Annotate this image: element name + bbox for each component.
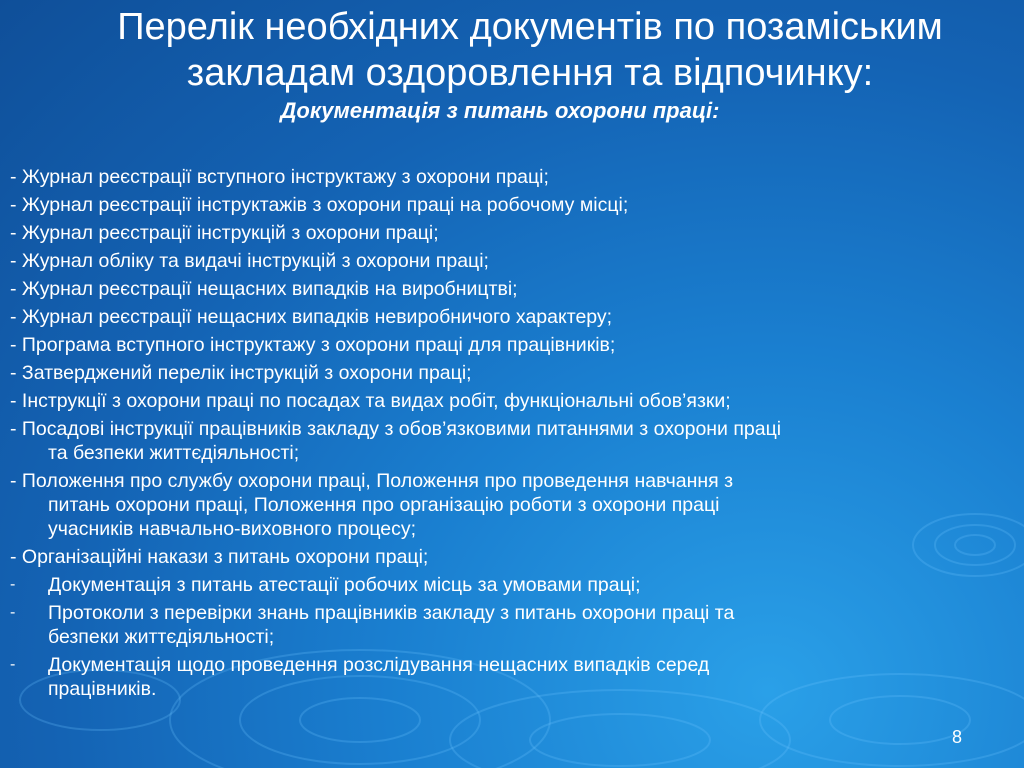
list-item-wrapped <box>10 469 1000 541</box>
bullet-text: Протоколи з перевірки знань працівників закладу з питань охорони праці та <box>48 602 735 624</box>
bullet-marker: - <box>10 604 16 621</box>
list-item-continuation: учасників навчально-виховного процесу; <box>48 518 417 540</box>
list-item-wrapped <box>10 417 1000 465</box>
list-item: - Журнал реєстрації вступного інструктажу з охорони праці; <box>10 166 549 188</box>
list-item: - Організаційні накази з питань охорони праці; <box>10 546 429 568</box>
title-line-1: Перелік необхідних документів по позаміським <box>117 6 943 48</box>
title-line-2: закладам оздоровлення та відпочинку: <box>186 52 874 94</box>
list-item: - Затверджений перелік інструкцій з охорони праці; <box>10 362 472 384</box>
page-number: 8 <box>951 727 962 747</box>
bullet-marker: - <box>10 656 16 673</box>
list-item-continuation: питань охорони праці, Положення про організацію роботи з охорони праці <box>48 494 720 516</box>
list-item: - Журнал реєстрації інструкцій з охорони праці; <box>10 222 439 244</box>
bullet-item <box>10 573 1000 597</box>
list-item: - Інструкції з охорони праці по посадах та видах робіт, функціональні обов’язки; <box>10 390 731 412</box>
list-item: - Журнал обліку та видачі інструкцій з охорони праці; <box>10 250 489 272</box>
bullet-marker: - <box>10 576 16 593</box>
bullet-text-continuation: працівників. <box>48 678 157 700</box>
list-item-line: - Посадові інструкції працівників закладу з обов’язковими питаннями з охорони праці <box>10 418 782 440</box>
slide-title <box>60 4 1000 96</box>
bullet-item <box>10 601 1000 649</box>
list-item: - Журнал реєстрації інструктажів з охорони праці на робочому місці; <box>10 194 629 216</box>
bullet-text: Документація щодо проведення розслідування нещасних випадків серед <box>48 654 710 676</box>
documents-list <box>10 165 1000 705</box>
list-item: - Журнал реєстрації нещасних випадків невиробничого характеру; <box>10 306 613 328</box>
bullet-text-continuation: безпеки життєдіяльності; <box>48 626 275 648</box>
bullet-text: Документація з питань атестації робочих місць за умовами праці; <box>48 574 641 596</box>
list-item: - Журнал реєстрації нещасних випадків на виробництві; <box>10 278 518 300</box>
list-item: - Програма вступного інструктажу з охорони праці для працівників; <box>10 334 616 356</box>
list-item-continuation: та безпеки життєдіяльності; <box>48 442 300 464</box>
list-item-line: - Положення про службу охорони праці, Положення про проведення навчання з <box>10 470 734 492</box>
section-subtitle: Документація з питань охорони праці: <box>280 98 720 123</box>
bullet-item <box>10 653 1000 701</box>
